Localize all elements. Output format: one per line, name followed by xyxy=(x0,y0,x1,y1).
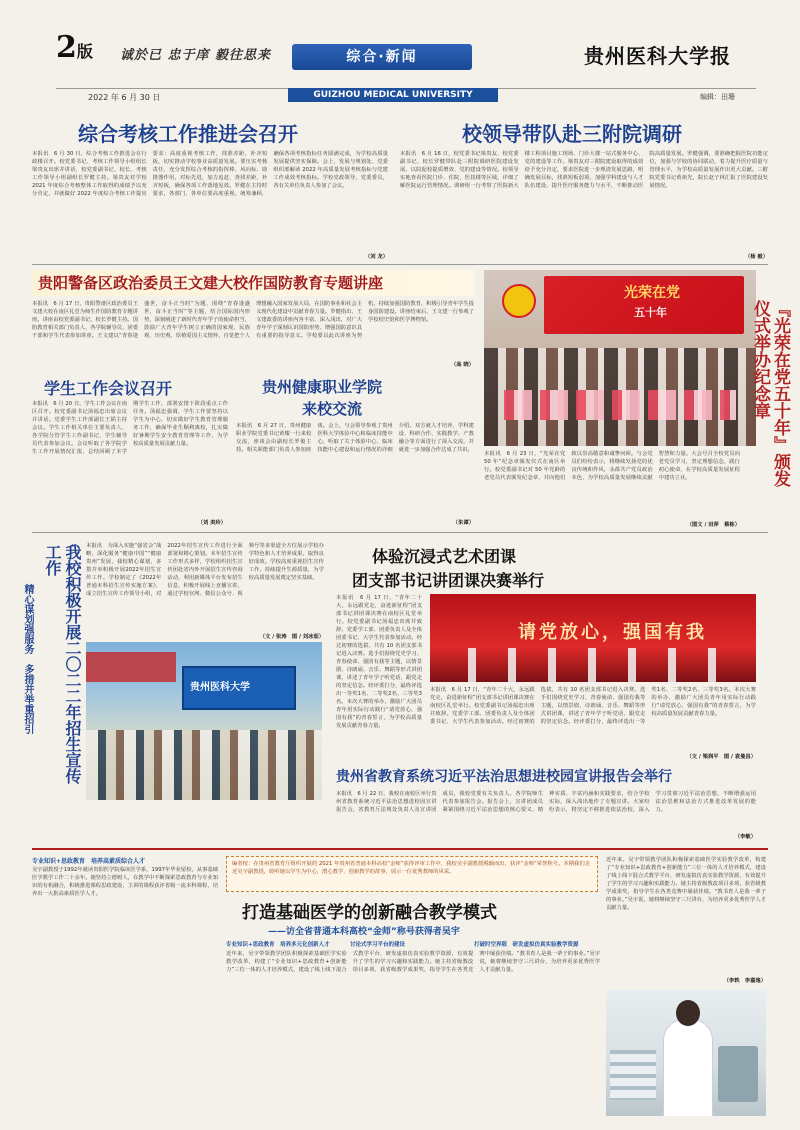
headline-assessment: 综合考核工作推进会召开 xyxy=(78,122,298,146)
section-label: 综合·新闻 xyxy=(292,44,472,70)
divider-mid-1 xyxy=(32,532,768,533)
body-hospital-visit: 本报讯 6 月 16 日，校党委书记梁贵友、校党委副书记、校长罗健带队赴三附院调研医院建设发展、以院促校提质增效、党的建设等情况。校领导实地查看医院门诊、住院、医技楼等区域，详细了解医院运行管理情况。调研组一行考察了医院新大楼工程项目施工现场、门诊大楼一站式服务中心、党的建设等工作。梁贵友对三附院建设取得的成效给予充分肯定，要求医院进一步理清发展思路，明确发展目标，找准短板弱项，加强学科建设与人才队伍建设，提升医疗服务能力与水平，不断推动医院高质量发展。罗健强调，要准确把握医院功能定位，加强与学校的协同联动，着力提升医疗质量与管理水平，为学校高质量发展作出更大贡献。三附院党委书记黄祖光，院长赵子林汇报了医院建设发展情况。 xyxy=(400,151,768,189)
teacher-head xyxy=(676,1000,700,1026)
booth-sign-text: 贵州医科大学 xyxy=(190,682,250,693)
lab-shelf xyxy=(610,1050,656,1100)
header-motto: 诚於已 忠于庠 毅往思来 xyxy=(120,48,272,63)
headline-rule-of-law: 贵州省教育系统习近平法治思想进校园宣讲报告会举行 xyxy=(336,769,672,785)
body-defense-lecture: 本报讯 6 月 17 日，贵阳警备区政治委员王文建大校在南区礼堂为师生作国防教育专题讲座。讲座由校党委副书记、校长罗健主持。国防教育相关部门负责人、各学院辅导员、团委干部和学生代表参加讲座。王文建以“青春逢盛世，奋斗正当时”为题，围绕“青春逢盛世，奋斗正当时”等主题，结合国际国内形势，深刻阐述了新时代青年学子的使命担当，鼓励广大青年学生树立正确的国家观、民族观、历史观，厚植爱国主义情怀，自觉把个人理想融入国家发展大局，在国防事业和社会主义现代化建设中贡献青春力量。罗健指出，王文建政委的讲座内容丰富、深入浅出，对广大青年学子深刻认识国防形势、增强国防意识具有重要的指导意义。学校要以此次讲座为契机，持续加强国防教育，积极引导青年学生投身国防建设。讲座结束后，王文建一行参观了学校校史馆和医学博物馆。 xyxy=(32,301,474,339)
divider-top xyxy=(32,264,768,265)
divider-mid-2 xyxy=(32,848,768,850)
body-rule-of-law: 本报讯 6 月 22 日，我校在南校区举行贵州省教育系统习近平法治思想进校园宣讲报告会，省教育厅法规处负责人及宣讲团成员，我校党委有关负责人、各学院师生代表参加报告会。报告会上，宣讲团成员紧紧围绕习近平法治思想的核心要义、精神实质、丰富内涵和实践要求，结合学校实际，深入浅出地作了专题宣讲。大家纷纷表示，将坚定不移推进依法治校，深入学习贯彻习近平法治思想，不断增强运用法治思维和法治方式推进改革发展的能力。 xyxy=(336,791,756,813)
credit-hospital-visit: （杨 毅） xyxy=(744,254,768,260)
party-emblem-icon xyxy=(502,284,536,318)
col-head-2: 讨论式学习平台的建设 xyxy=(350,942,406,948)
body-student-work: 本报讯 6 月 20 日，学生工作会议在南区召开。校党委副书记汤福忠出席会议并讲话。党委学生工作部副长王韬主持会议。学生工作相关单位主要负责人、各学院分管学生工作副书记、学生辅导员代表参加会议。会议听取了各学院学生工作开展情况汇报，总结回顾了本学期学生工作，部署安排下阶段重点工作任务。汤福忠强调，学生工作要坚持以学生为中心，切实做好学生教育管理服务工作，确保毕业生顺利离校，扎实做好暑期学生安全教育管理等工作，为学校高质量发展贡献力量。 xyxy=(32,401,228,455)
col-head-3: 打破时空界限 研发虚拟仿真实验教学资源 xyxy=(474,942,579,948)
side-head-bottom: 专业知识+思政教育 培养高素质综合人才 xyxy=(32,858,146,865)
credit-party-ceremony: （图文 / 田萍 蔡栋） xyxy=(686,522,740,528)
credit-golden-teacher: （李轶 李嘉逸） xyxy=(723,978,766,984)
body-health-college: 本报讯 6 月 27 日，贵州健康职业学院党委书记黄耀一行来校交流，座谈会由副校长罗俊主持。相关职能部门负责人参加座谈。会上，与会领导参观了贵州医科大学体验中心和临床技能中心，听取了关于体验中心、临床技能中心建设和运行情况的详细介绍。双方就人才培养、学科建设、科研合作、实践教学、产教融合等方面进行了深入交流，并就进一步加强合作达成了共识。 xyxy=(236,423,474,453)
university-name-en: GUIZHOU MEDICAL UNIVERSITY xyxy=(288,88,498,102)
credit-rule-of-law: （李敏） xyxy=(734,834,756,840)
vertical-title-admissions: 我校积极开展二〇二二年招生宣传工作 xyxy=(43,544,82,784)
headline-youth-class-l1: 体验沉浸式艺术团课 xyxy=(372,547,517,566)
teacher-figure xyxy=(664,1020,712,1116)
ceremony-banner-text-1: 光荣在党 xyxy=(624,285,680,301)
vertical-title-party-ceremony: 『光荣在党五十年』颁发仪式举办纪念章 xyxy=(750,300,790,487)
paper-name: 贵州医科大学报 xyxy=(584,44,731,68)
credit-admissions: （文 / 张涛 图 / 刘冰茹） xyxy=(259,634,324,640)
ceremony-banner-text-2: 五十年 xyxy=(634,306,667,319)
credit-defense-lecture: （高 晓） xyxy=(450,362,474,368)
vertical-subtitle-admissions: 精心谋划强服务 多措并举重招引 xyxy=(22,584,33,734)
editor-note: 编者按：在贵州省教育厅组织开展的 2021 年贵州省普通本科高校“金师”获得评审工作中，我校吴宇副教授脱颖而出，获评“金师”荣誉称号。本期我们走近吴宇副教授，聆听她以学生为中心，潜心教学、创新教学的故事，展示一位优秀教师的风采。 xyxy=(232,861,590,875)
subheadline-golden-teacher: ——访全省普通本科高校“金师”称号获得者吴宇 xyxy=(268,927,460,937)
page-header xyxy=(0,0,800,112)
headline-golden-teacher: 打造基础医学的创新融合教学模式 xyxy=(242,903,497,923)
page-suffix: 版 xyxy=(76,42,93,61)
booth-tent xyxy=(86,652,176,682)
booth-crowd xyxy=(86,730,322,800)
body-admissions: 本报讯 为深入实施“强省会”战略，深化服务“健康中国”“健康贵州”发展，我校精心谋划，多措并举积极开展2022年招生宣传工作。学校制定了《2022年普通本科招生宣传实施方案》，成立招生宣传工作领导小组，对2022年招生宣传工作进行全面部署和精心策划。本年招生宣传工作形式多样，学校组织招生宣传团赴省内外开展招生宣传咨询活动，利用新媒体平台发布招生信息，积极开展线上直播宣讲，通过学校官网、微信公众号、视频号等多渠道全方位展示学校办学特色和人才培养成果，取得良好成效。学校高度重视招生宣传工作，持续提升生源质量，为学校高质量发展奠定坚实基础。 xyxy=(86,543,324,597)
editor-credit: 编辑：田珊 xyxy=(700,93,735,101)
body-golden-teacher-left: 吴宇副教授于1992年就读贵阳医学院临床医学系，1997年毕业留校，从事基础医学教学工作二十余年。她坚持立德树人，在教学中不断探索思政教育与专业知识的有机融合，积极推进课程思政建设，主讲的课程获评省级一流本科课程，培养出一大批高素质医学人才。 xyxy=(32,867,218,897)
headline-youth-class-l2: 团支部书记讲团课决赛举行 xyxy=(352,571,545,590)
body-golden-teacher-main: 近年来，吴宇带领教学团队积极探索基础医学实验教学改革，构建了“专业知识+思政教育+创新能力”三位一体的人才培养模式，建设了线上线下混合式教学平台，研发虚拟仿真实验教学资源，有效提升了学生的学习兴趣和实践能力。她主持省级教改项目多项，获省级教学成果奖，指导学生在各类竞赛中屡获佳绩。“教书育人是我一辈子的事业。”吴宇说，她将继续坚守三尺讲台，为培养更多优秀医学人才贡献力量。 xyxy=(226,951,600,973)
headline-defense-lecture-text: 贵阳警备区政治委员王文建大校作国防教育专题讲座 xyxy=(38,274,384,292)
credit-youth-class: （文 / 梁润平 图 / 袁曼昌） xyxy=(686,754,756,760)
body-youth-class-right: 本报讯 6 月 17 日，“青年二十大，永远跟党走，奋进新征程”团支部书记讲团课决赛在南校区礼堂举行。校党委副书记汤福忠出席并致辞。党委学工部、团委负责人及全体团委书记、大学生代表参加活动。经过初赛的选拔，共有 10 名团支部书记进入决赛。选手们围绕党史学习、青春使命、强国有我等主题，以情景剧、诗朗诵、音乐、舞蹈等形式讲团课，讲述了青年学子听党话、跟党走的坚定信念。经评委打分，最终评选出一等奖1名、二等奖2名、三等奖3名。本次大赛的举办，激励广大团员青年用实际行动践行“请党放心，强国有我”的青春誓言，为学校高质量发展贡献青春力量。 xyxy=(430,687,756,725)
flower-bouquets xyxy=(504,390,736,420)
col-head-1: 专业知识+思政教育 培养多元化创新人才 xyxy=(226,942,330,948)
issue-date: 2022 年 6 月 30 日 xyxy=(88,93,161,102)
headline-health-college-l2: 来校交流 xyxy=(302,400,363,418)
stage-banner-text: 请党放心，强国有我 xyxy=(518,622,707,643)
headline-student-work: 学生工作会议召开 xyxy=(44,379,173,398)
page-number: 2版 xyxy=(56,30,93,65)
lab-equipment xyxy=(718,1046,758,1102)
photo-admissions-booth xyxy=(86,642,322,800)
headline-health-college-l1: 贵州健康职业学院 xyxy=(262,378,383,396)
body-assessment: 本报讯 6 月 30 日，综合考核工作推进会在行政楼召开。校党委书记、考核工作领导小组组长梁贵友出席并讲话，校党委副书记、校长、考核工作领导小组副组长罗健主持。梁贵友对学校 2021 年度综合考核整体工作取得的成绩予以充分肯定，并就做好 2022 年度综合考核工作提出要求：高度重视考核工作，找准差距，补齐短板，切实推动学校事业高质量发展。要压实考核责任，充分发挥综合考核的指挥棒、风向标、助推器作用，对标先进，加力追赶，查找差距，补齐短板，确保各项工作落地见效。罗健在主持时要求，各部门、各单位要高度重视，统筹兼顾，确保各项考核指标任务圆满完成，为学校高质量发展提供坚实保障。会上，发展与规划处、党委组织部解读 2022 年高质量发展考核指标与党建工作成效考核指标。学校党政领导，党委委员，各有关单位负责人参加了会议。 xyxy=(32,151,388,197)
credit-health-college: （朱谭） xyxy=(452,520,474,526)
photo-party-ceremony xyxy=(484,270,756,446)
photo-teacher-lab xyxy=(606,990,766,1116)
credit-student-work: （刘 美玲） xyxy=(197,520,226,526)
body-golden-teacher-right: 近年来，吴宇带领教学团队积极探索基础医学实验教学改革，构建了“专业知识+思政教育+创新能力”三位一体的人才培养模式，建设了线上线下混合式教学平台，研发虚拟仿真实验教学资源，有效提升了学生的学习兴趣和实践能力。她主持省级教改项目多项，获省级教学成果奖，指导学生在各类竞赛中屡获佳绩。“教书育人是我一辈子的事业。”吴宇说，她将继续坚守三尺讲台，为培养更多优秀医学人才贡献力量。 xyxy=(606,857,766,911)
stage-performers xyxy=(450,648,740,682)
body-party-ceremony: 本报讯 6 月 23 日，“光荣在党 50 年”纪念章颁发仪式在南区举行。校党委副书记对 50 年党龄的老党员代表颁发纪念章，并向他们致以崇高敬意和诚挚问候。与会党员们纷纷表示，将继续发扬党的优良传统和作风，永葆共产党员政治本色，为学校高质量发展继续贡献智慧和力量。大会号召全校党员向老党员学习，坚定理想信念，践行初心使命，在学校高质量发展征程中建功立业。 xyxy=(484,451,740,481)
photo-youth-class-stage xyxy=(430,594,756,682)
body-youth-class-left: 本报讯 6 月 17 日，“青年二十大，永远跟党走，奋进新征程”团支部书记讲团课决赛在南校区礼堂举行。校党委副书记汤福忠出席并致辞。党委学工部、团委负责人及全体团委书记、大学生代表参加活动。经过初赛的选拔，共有 10 名团支部书记进入决赛。选手们围绕党史学习、青春使命、强国有我等主题，以情景剧、诗朗诵、音乐、舞蹈等形式讲团课，讲述了青年学子听党话、跟党走的坚定信念。经评委打分，最终评选出一等奖1名、二等奖2名、三等奖3名。本次大赛的举办，激励广大团员青年用实际行动践行“请党放心，强国有我”的青春誓言，为学校高质量发展贡献青春力量。 xyxy=(336,595,422,729)
headline-hospital-visit: 校领导带队赴三附院调研 xyxy=(462,122,682,146)
credit-assessment: （刘 龙） xyxy=(364,254,388,260)
